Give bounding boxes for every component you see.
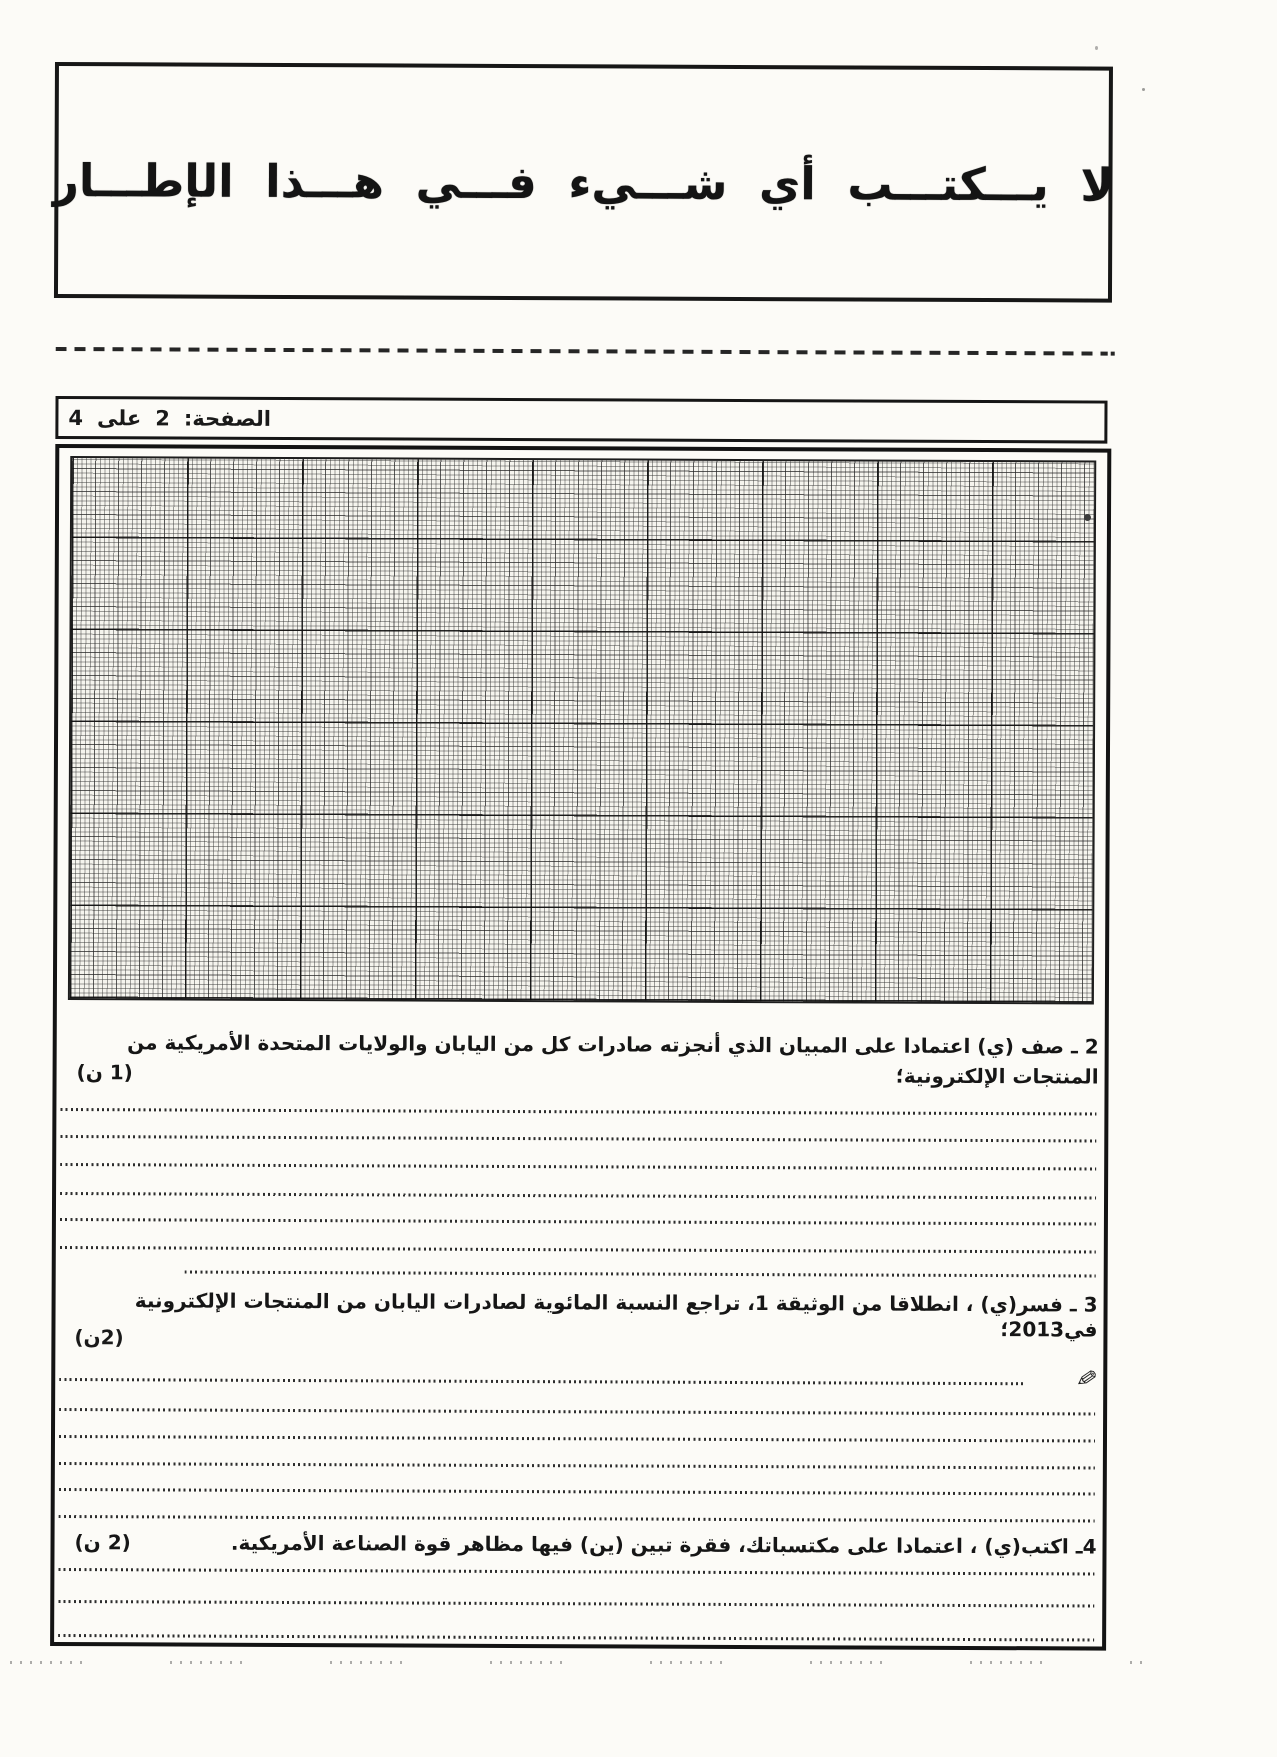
answer-line xyxy=(59,1515,1095,1523)
question-2-line1: 2 ـ صف (ي) اعتمادا على المبيان الذي أنجزته صادرات كل من اليابان والولايات المتحدة الأمريكية من xyxy=(127,1030,1099,1059)
answer-line xyxy=(59,1435,1095,1443)
answer-line xyxy=(60,1218,1096,1226)
answer-line xyxy=(60,1135,1096,1143)
answer-line xyxy=(60,1192,1096,1200)
page-of-word: على xyxy=(97,405,142,430)
do-not-write-notice: لا يـــكتـــب أي شـــيء فـــي هـــذا الإطـــار xyxy=(52,153,1115,212)
question-3-marks: (2ن) xyxy=(74,1325,124,1350)
dashed-separator xyxy=(56,347,1108,356)
page-number-bar xyxy=(55,396,1107,444)
graph-paper-grid xyxy=(68,456,1096,1004)
pen-icon: ✎ xyxy=(1073,1362,1100,1396)
answer-line xyxy=(59,1378,1026,1385)
page-current: 2 xyxy=(155,405,170,430)
answer-line xyxy=(60,1108,1096,1116)
scan-speckle xyxy=(1095,46,1098,50)
answer-line xyxy=(60,1163,1096,1171)
answer-line xyxy=(58,1634,1094,1642)
answer-line xyxy=(58,1568,1094,1576)
scan-artifact-dots xyxy=(10,1661,1145,1664)
question-2-marks: (1 ن) xyxy=(76,1060,133,1085)
question-4-row xyxy=(60,1530,1096,1560)
answer-line-short xyxy=(185,1271,1096,1278)
do-not-write-frame xyxy=(54,62,1113,303)
scan-speckle xyxy=(1084,514,1091,521)
page-label: الصفحة: xyxy=(183,406,272,431)
page-number-text xyxy=(68,406,271,431)
answer-line xyxy=(59,1488,1095,1496)
answer-line xyxy=(58,1600,1094,1608)
scan-speckle xyxy=(1142,88,1145,91)
question-3-text: 3 ـ فسر(ي) ، انطلاقا من الوثيقة 1، تراجع النسبة المائوية لصادرات اليابان من المنتجات الإلكترونية في2013؛ xyxy=(134,1288,1098,1342)
answer-line xyxy=(60,1246,1096,1254)
page-total: 4 xyxy=(68,405,84,430)
question-2-line2: المنتجات الإلكترونية؛ xyxy=(895,1063,1099,1089)
question-4-text: 4ـ اكتب(ي) ، اعتمادا على مكتسباتك، فقرة تبين (ين) فيها مظاهر قوة الصناعة الأمريكية. xyxy=(230,1530,1097,1559)
separator-end-dot xyxy=(1111,352,1115,356)
answer-line xyxy=(59,1408,1095,1416)
question-4-marks: (2 ن) xyxy=(74,1530,131,1555)
question-2-line2-row xyxy=(63,1060,1099,1090)
answer-sheet-frame xyxy=(50,444,1111,1651)
answer-line xyxy=(59,1462,1095,1470)
